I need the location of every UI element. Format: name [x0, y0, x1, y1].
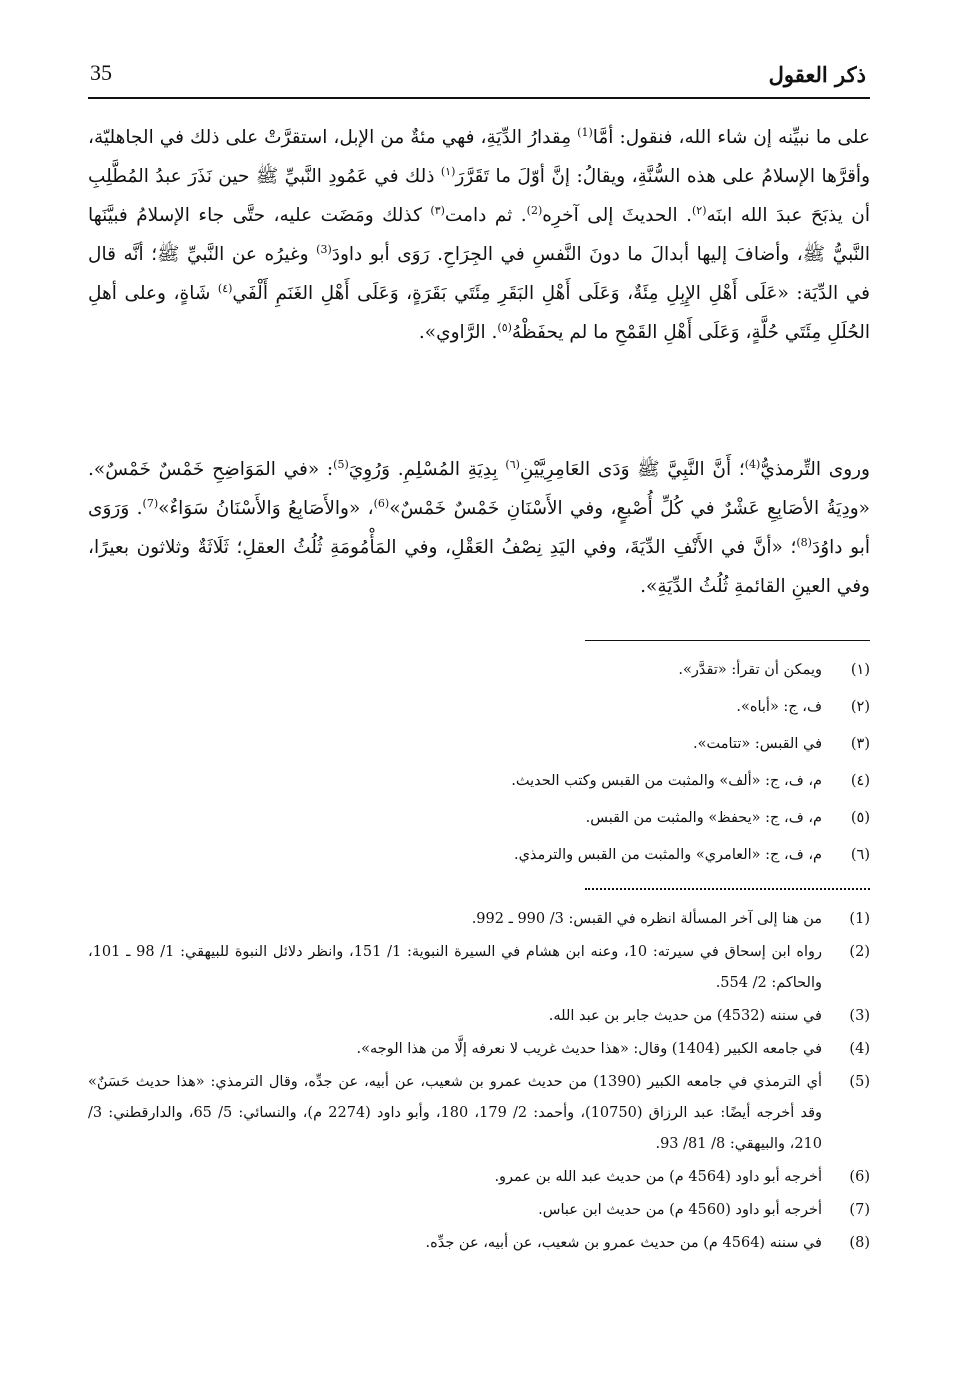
- footnote-ref: (8): [796, 535, 812, 549]
- footnote-item: [88, 839, 870, 876]
- text-run: ذلك في عَمُودِ النَّبيِّ ﷺ حين نَذَرَ عبدُ المُطَّلِبِ أن يذبَحَ عبدَ الله ابنَه: [88, 166, 870, 226]
- footnote-text: م، ف، ج: «ألف» والمثبت من القبس وكتب الحديث.: [511, 773, 822, 789]
- text-run: مِقدارُ الدِّيَةِ، فهي مئةٌ من الإبل، استقرَّتْ على ذلك في الجاهليّة، وأقرَّها الإسلامُ على هذه السُّنَّةِ، ويقالُ: إنَّ أوّلَ ما تَقَرَّرَ: [88, 127, 871, 187]
- footnote-number: (3): [849, 1008, 870, 1024]
- footnote-item: [88, 904, 870, 935]
- footnote-text: في القبس: «تتامت».: [693, 736, 822, 752]
- editor-footnotes: [88, 654, 870, 876]
- footnote-text: ويمكن أن تقرأ: «تقدَّر».: [678, 662, 822, 678]
- footnote-number: (6): [849, 1169, 870, 1185]
- text-run: كذلك ومَضَت عليه، حتَّى جاء الإسلامُ فبيَّنَها النَّبيُّ ﷺ، وأضافَ إليها أبدالَ ما دونَ النَّفسِ في الجِرَاحِ. رَوَى أبو داودَ: [88, 205, 871, 265]
- footnote-text: في سننه (4564 م) من حديث عمرو بن شعيب، عن أبيه، عن جدِّه.: [425, 1235, 822, 1251]
- footnote-ref: (٢): [691, 203, 707, 217]
- footnote-number: (٤): [850, 773, 870, 789]
- body-paragraph-1: [88, 118, 870, 352]
- dotted-separator: [585, 888, 870, 890]
- footnote-text: أخرجه أبو داود (4560 م) من حديث ابن عباس.: [538, 1202, 822, 1218]
- footnote-number: (1): [849, 911, 870, 927]
- text-run: شَاةٍ، وعلى أهلِ الحُلَلِ مِئَتَي حُلَّةٍ، وَعَلَى أَهْلِ القَمْحِ ما لم يحفَظْهُ: [88, 283, 870, 343]
- text-run: وغيرُه عن النَّبيِّ ﷺ؛ أنَّه قال في الدِّيَة: «عَلَى أَهْلِ الإِبِلِ مِئَةٌ، وَعَلَى أَهْلِ البَقَرِ مِئَتَي بَقَرَةٍ، وَعَلَى أَهْلِ الغَنَمِ أَلْفَي: [88, 244, 870, 304]
- footnote-number: (4): [849, 1041, 870, 1057]
- footnote-text: رواه ابن إسحاق في سيرته: 10، وعنه ابن هشام في السيرة النبوية: 1/ 151، وانظر دلائل النبوة للبيهقي: 1/ 98 ـ 101، والحاكم: 2/ 554.: [88, 944, 822, 991]
- footnote-ref: (5): [333, 457, 349, 471]
- text-run: بِدِيَةِ المُسْلِمِ. وَرُوِيَ: [348, 459, 506, 480]
- text-run: على ما نبيِّنه إن شاء الله، فنقول: أمَّا: [592, 127, 870, 148]
- footnote-item: [88, 1001, 870, 1032]
- body-paragraph-2: [88, 450, 870, 606]
- text-run: ؛ «أنَّ في الأَنْفِ الدِّيَةَ، وفي اليَدِ نِصْفُ العَقْلِ، وفي المَأْمُومَةِ ثُلُثُ العقلِ؛ ثَلَاثَةٌ وثلاثون بعيرًا، وفي العينِ القائمةِ ثُلُثُ الدِّيَةِ».: [88, 537, 870, 597]
- footnote-text: م، ف، ج: «يحفظ» والمثبت من القبس.: [585, 810, 822, 826]
- footnote-text: من هنا إلى آخر المسألة انظره في القبس: 3/ 990 ـ 992.: [471, 911, 822, 927]
- footnote-item: [88, 937, 870, 999]
- footnote-text: أي الترمذي في جامعه الكبير (1390) من حديث عمرو بن شعيب، عن أبيه، عن جدِّه، وقال الترمذي: «هذا حديث حَسَنٌ» وقد أخرجه أيضًا: عبد الرزاق (10750)، وأحمد: 2/ 179، 180، وأبو داود (2274 م)، والنسائي: 5/ 65، والدارقطني: 3/ 210، والبيهقي: 8/ 81/ 93.: [88, 1074, 822, 1152]
- footnote-ref: (4): [744, 457, 761, 471]
- footnote-ref: (٤): [217, 281, 233, 295]
- footnote-number: (7): [849, 1202, 870, 1218]
- footnote-number: (١): [850, 662, 870, 678]
- text-run: ، «والأَصَابِعُ وَالأَسْنَانُ سَوَاءٌ»: [158, 498, 374, 519]
- page-number: 35: [90, 60, 112, 85]
- running-header-title: ذكر العقول: [768, 62, 866, 87]
- footnote-item: [88, 1162, 870, 1193]
- footnote-ref: (2): [526, 203, 543, 217]
- footnote-number: (5): [849, 1074, 870, 1090]
- footnote-ref: (1): [577, 125, 593, 139]
- footnote-ref: (6): [373, 496, 390, 510]
- footnote-number: (٢): [850, 699, 870, 715]
- text-run: ؛ أَنَّ النَّبِيَّ ﷺ وَدَى العَامِرِيَّيْنِ: [519, 459, 745, 480]
- footnote-text: أخرجه أبو داود (4564 م) من حديث عبد الله بن عمرو.: [494, 1169, 822, 1185]
- footnote-item: [88, 765, 870, 802]
- footnote-text: في جامعه الكبير (1404) وقال: «هذا حديث غريب لا نعرفه إلَّا من هذا الوجه».: [356, 1041, 822, 1057]
- footnote-item: [88, 1034, 870, 1065]
- footnote-ref: (٣): [430, 203, 445, 217]
- text-run: . الحديثَ إلى آخرِه: [542, 205, 692, 226]
- footnote-number: (2): [849, 944, 870, 960]
- footnote-item: [88, 728, 870, 765]
- text-run: . ثم دامت: [444, 205, 527, 226]
- text-run: : «في المَوَاضِحِ خَمْسٌ خَمْسٌ». «ودِيَةُ الأصَابِعِ عَشْرٌ في كُلِّ أُصْبعٍ، وفي الأَسْنَانِ خَمْسٌ خَمْسٌ»: [88, 459, 871, 519]
- text-run: . الرَّاوي».: [418, 322, 498, 343]
- footnote-number: (8): [849, 1235, 870, 1251]
- header-rule: [88, 97, 870, 99]
- source-footnotes: [88, 904, 870, 1261]
- footnote-ref: (١): [440, 164, 456, 178]
- footnote-item: [88, 1067, 870, 1160]
- footnote-ref: (3): [316, 242, 332, 256]
- footnote-item: [88, 654, 870, 691]
- footnote-item: [88, 1228, 870, 1259]
- footnote-number: (٣): [850, 736, 870, 752]
- text-run: وروى التِّرمذيُّ: [760, 459, 870, 480]
- footnote-item: [88, 1195, 870, 1226]
- footnote-text: في سننه (4532) من حديث جابر بن عبد الله.: [548, 1008, 822, 1024]
- footnote-number: (٦): [850, 847, 870, 863]
- footnote-ref: (7): [142, 496, 159, 510]
- text-run: . وَرَوَى أبو داوُدَ: [88, 498, 870, 558]
- footnote-number: (٥): [850, 810, 870, 826]
- footnote-item: [88, 802, 870, 839]
- footnote-ref: (٦): [505, 457, 520, 471]
- footnote-text: م، ف، ج: «العامري» والمثبت من القبس والترمذي.: [513, 847, 822, 863]
- footnote-ref: (٥): [497, 320, 512, 334]
- footnote-rule: [585, 640, 870, 641]
- footnote-item: [88, 691, 870, 728]
- footnote-text: ف، ج: «أباه».: [736, 699, 822, 715]
